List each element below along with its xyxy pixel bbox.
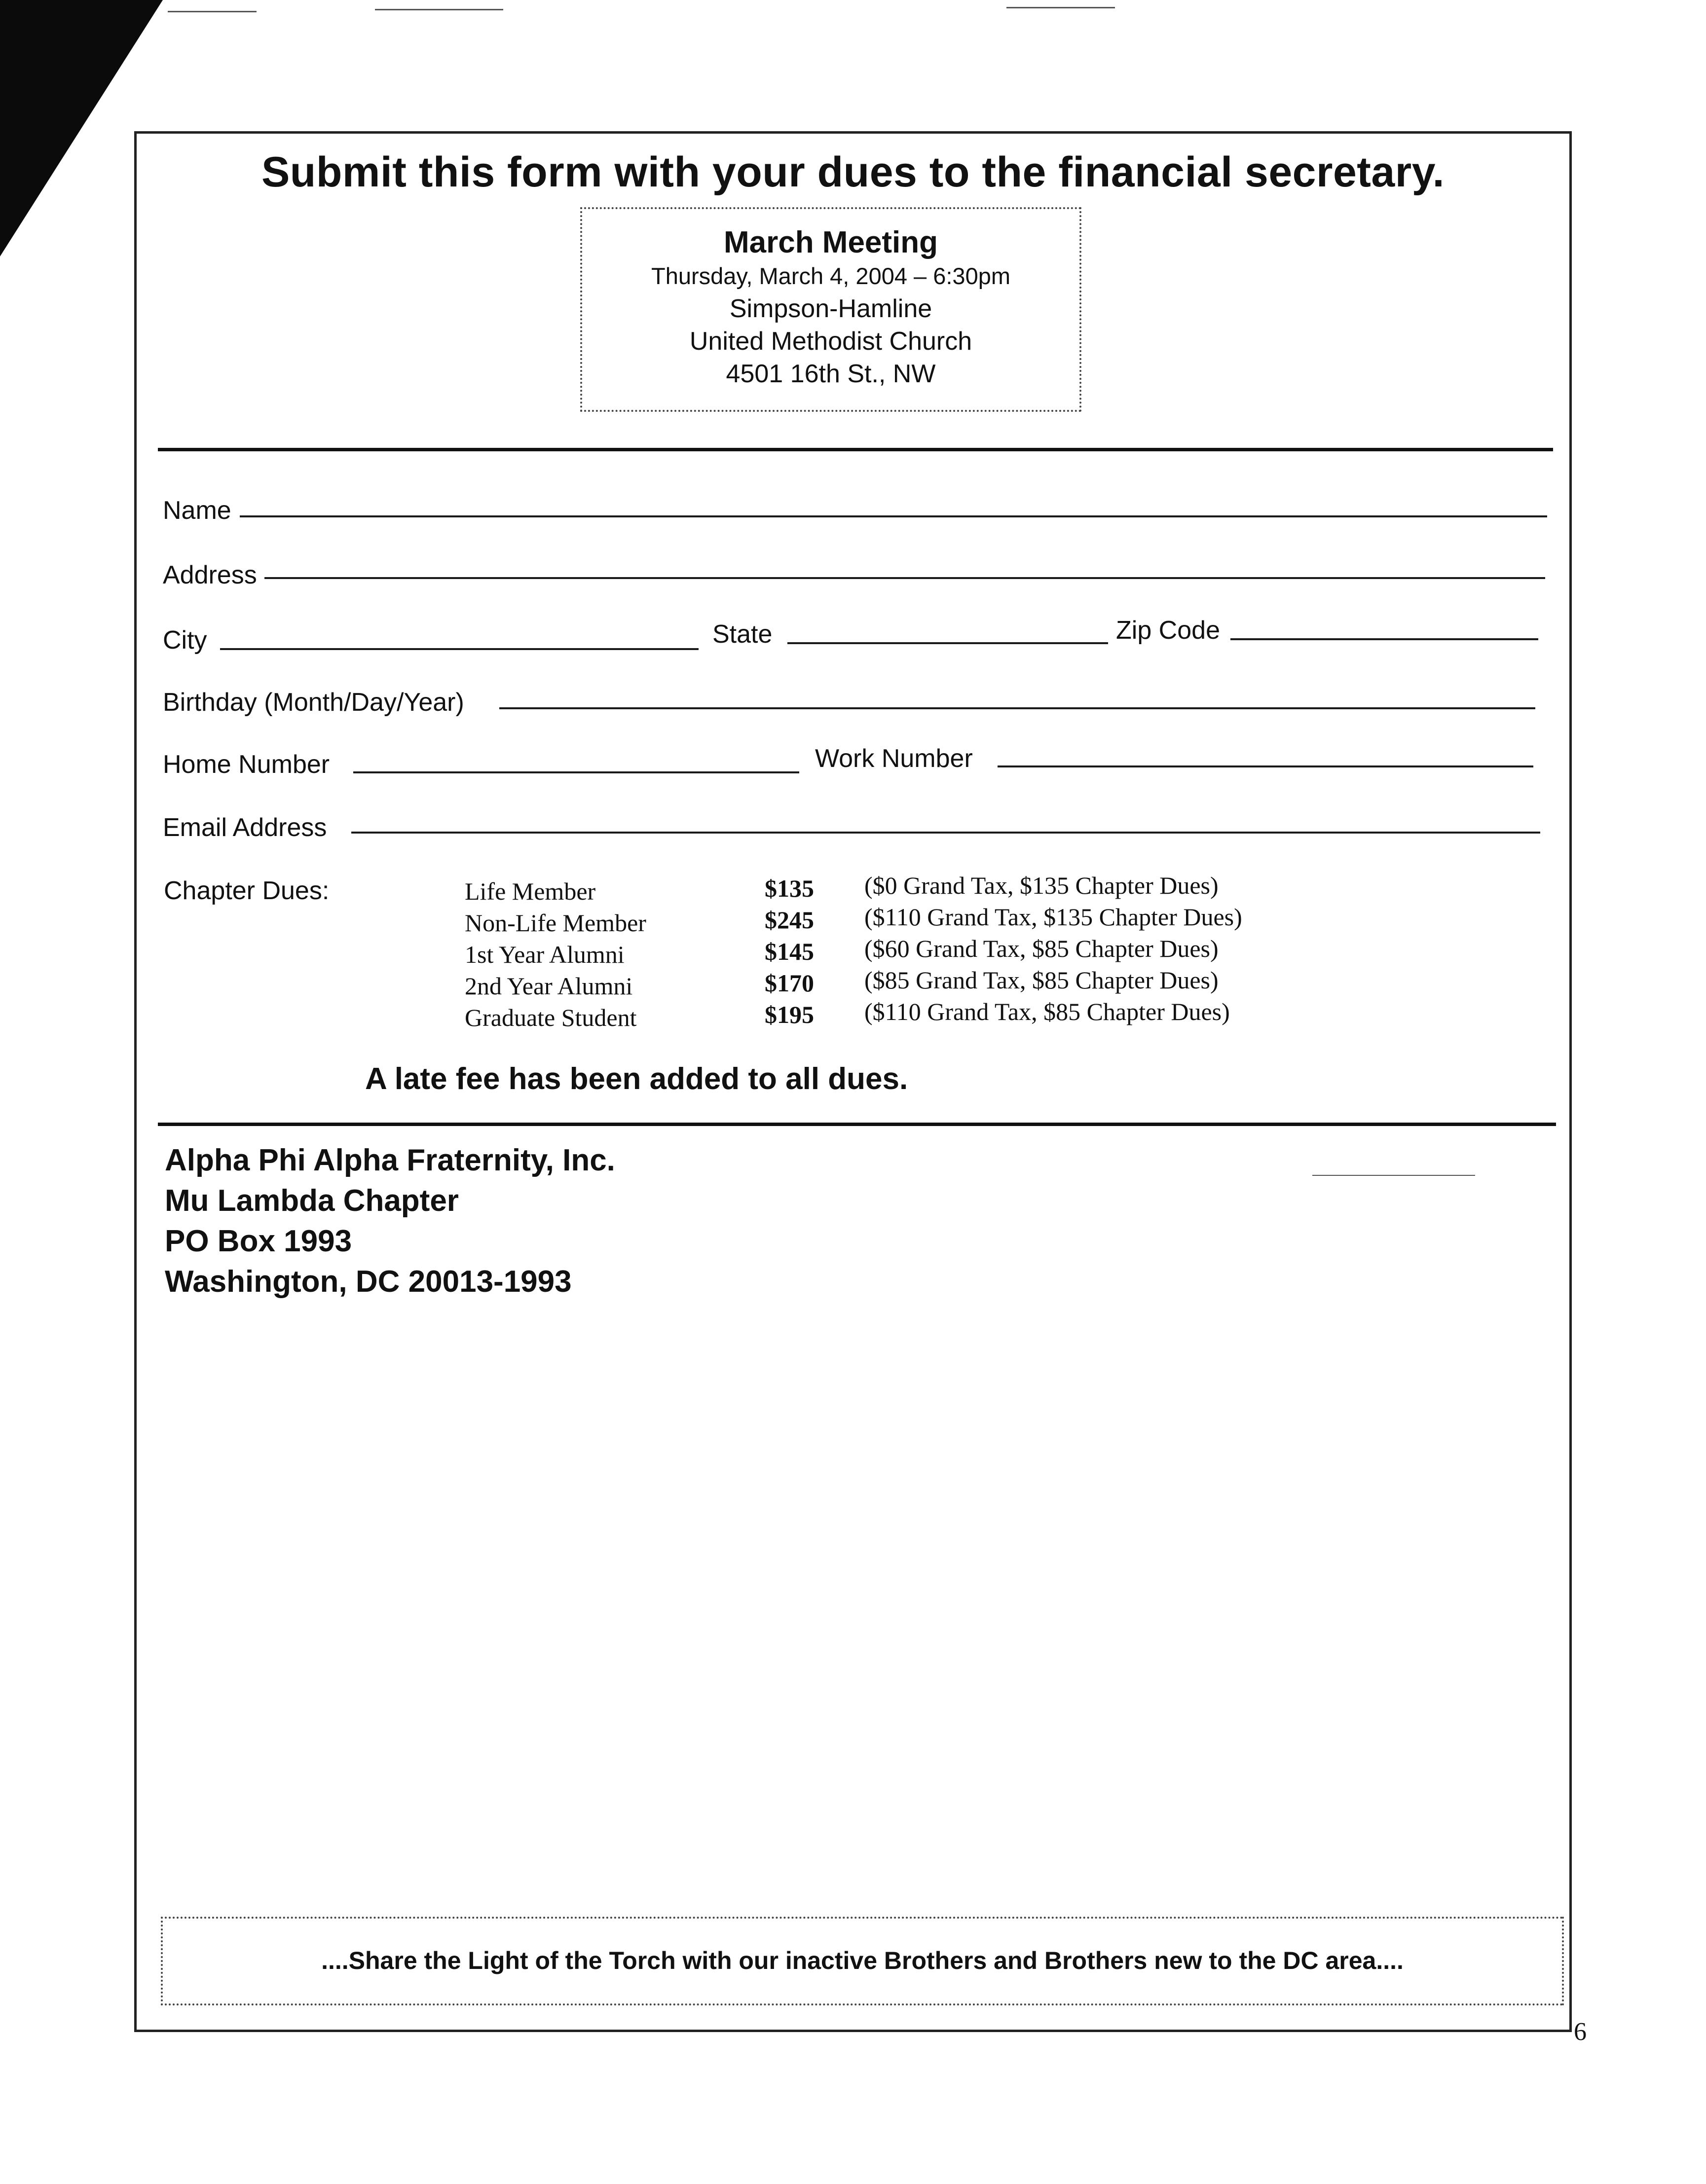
chapter-dues-label: Chapter Dues: (164, 876, 330, 905)
top-divider (158, 448, 1553, 451)
work-number-field[interactable] (998, 765, 1533, 767)
state-label: State (712, 620, 773, 649)
zip-code-label: Zip Code (1116, 616, 1220, 645)
birthday-label: Birthday (Month/Day/Year) (163, 688, 464, 717)
zip-code-field[interactable] (1230, 638, 1538, 640)
meeting-venue-line1: Simpson-Hamline (729, 294, 932, 323)
mailing-address-line4: Washington, DC 20013-1993 (165, 1265, 572, 1299)
name-label: Name (163, 496, 231, 525)
home-number-field[interactable] (353, 771, 799, 773)
home-number-label: Home Number (163, 750, 330, 779)
dues-price: $170 (765, 969, 814, 997)
page-headline: Submit this form with your dues to the financial secretary. (261, 148, 1445, 196)
dues-price: $245 (765, 906, 814, 934)
email-address-field[interactable] (351, 832, 1540, 834)
page-number: 6 (1574, 2018, 1587, 2046)
dues-type: Non-Life Member (465, 909, 646, 937)
dues-detail: ($110 Grand Tax, $85 Chapter Dues) (864, 998, 1230, 1025)
dues-price: $135 (765, 874, 814, 902)
city-field[interactable] (220, 648, 699, 650)
late-fee-note: A late fee has been added to all dues. (365, 1062, 908, 1096)
mailing-address-line3: PO Box 1993 (165, 1224, 352, 1258)
meeting-title: March Meeting (723, 225, 938, 259)
share-message: ....Share the Light of the Torch with our inactive Brothers and Brothers new to the DC area.... (321, 1947, 1404, 1974)
dues-price: $195 (765, 1001, 814, 1028)
work-number-label: Work Number (815, 744, 973, 773)
email-address-label: Email Address (163, 813, 327, 842)
meeting-datetime: Thursday, March 4, 2004 – 6:30pm (651, 263, 1011, 289)
dues-detail: ($110 Grand Tax, $135 Chapter Dues) (864, 903, 1242, 931)
meeting-info-box (580, 207, 1081, 412)
meeting-venue-line2: United Methodist Church (689, 327, 972, 356)
dues-type: 2nd Year Alumni (465, 972, 633, 1000)
address-label: Address (163, 561, 257, 589)
dues-type: 1st Year Alumni (465, 941, 625, 968)
mailing-address-line1: Alpha Phi Alpha Fraternity, Inc. (165, 1143, 615, 1177)
address-field[interactable] (264, 577, 1545, 579)
dues-detail: ($60 Grand Tax, $85 Chapter Dues) (864, 935, 1219, 962)
state-field[interactable] (787, 642, 1108, 644)
meeting-address: 4501 16th St., NW (726, 360, 936, 388)
scan-mark (168, 11, 257, 12)
birthday-field[interactable] (499, 707, 1535, 709)
city-label: City (163, 626, 207, 655)
dues-detail: ($0 Grand Tax, $135 Chapter Dues) (864, 872, 1219, 899)
share-message-box (161, 1917, 1564, 2005)
scan-mark (1006, 7, 1115, 8)
bottom-divider (158, 1123, 1556, 1126)
scan-mark (375, 9, 503, 10)
name-field[interactable] (240, 515, 1547, 517)
dues-type: Life Member (465, 877, 596, 905)
dues-type: Graduate Student (465, 1004, 637, 1031)
mailing-address-line2: Mu Lambda Chapter (165, 1184, 459, 1218)
dues-price: $145 (765, 938, 814, 965)
dues-detail: ($85 Grand Tax, $85 Chapter Dues) (864, 966, 1219, 994)
